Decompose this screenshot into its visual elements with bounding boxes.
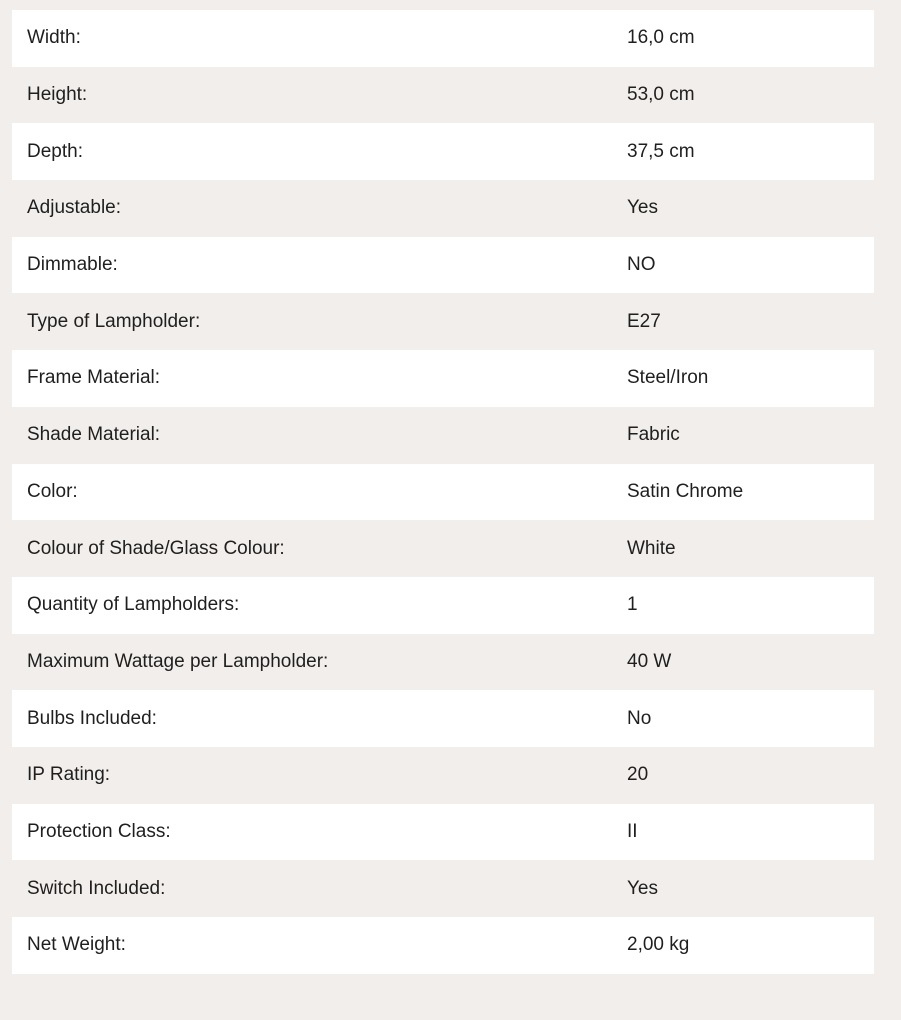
spec-row-width [12, 10, 874, 67]
spec-label: Quantity of Lampholders: [27, 594, 240, 616]
spec-row-adjustable [12, 180, 874, 237]
spec-label: Dimmable: [27, 254, 118, 276]
spec-label: Switch Included: [27, 877, 166, 899]
spec-row-max-wattage [12, 634, 874, 691]
spec-label: Shade Material: [27, 424, 161, 446]
spec-row-shade-material [12, 407, 874, 464]
spec-value: 37,5 cm [627, 140, 695, 162]
spec-value: Fabric [627, 424, 680, 446]
spec-row-shade-colour [12, 520, 874, 577]
spec-value: 40 W [627, 650, 672, 672]
spec-label: Net Weight: [27, 934, 126, 956]
spec-row-net-weight [12, 917, 874, 974]
spec-label: IP Rating: [27, 764, 111, 786]
spec-value: II [627, 820, 638, 842]
spec-value: 1 [627, 594, 638, 616]
spec-row-switch-included [12, 860, 874, 917]
spec-value: 20 [627, 764, 649, 786]
spec-row-color [12, 464, 874, 521]
spec-row-frame-material [12, 350, 874, 407]
spec-row-protection-class [12, 804, 874, 861]
spec-label: Maximum Wattage per Lampholder: [27, 650, 329, 672]
spec-row-dimmable [12, 237, 874, 294]
spec-row-lampholder-type [12, 293, 874, 350]
spec-label: Protection Class: [27, 820, 171, 842]
spec-label: Type of Lampholder: [27, 310, 201, 332]
spec-row-lampholder-quantity [12, 577, 874, 634]
spec-label: Depth: [27, 140, 83, 162]
spec-value: Steel/Iron [627, 367, 709, 389]
specification-table [12, 10, 874, 974]
spec-label: Height: [27, 84, 88, 106]
spec-label: Color: [27, 480, 78, 502]
spec-value: 16,0 cm [627, 27, 695, 49]
spec-row-height [12, 67, 874, 124]
spec-label: Width: [27, 27, 81, 49]
spec-row-ip-rating [12, 747, 874, 804]
spec-value: Yes [627, 877, 658, 899]
spec-label: Adjustable: [27, 197, 122, 219]
spec-label: Colour of Shade/Glass Colour: [27, 537, 285, 559]
spec-value: No [627, 707, 652, 729]
spec-value: 53,0 cm [627, 84, 695, 106]
spec-row-bulbs-included [12, 690, 874, 747]
spec-row-depth [12, 123, 874, 180]
spec-value: Yes [627, 197, 658, 219]
spec-label: Frame Material: [27, 367, 161, 389]
spec-value: White [627, 537, 676, 559]
spec-value: 2,00 kg [627, 934, 690, 956]
spec-value: NO [627, 254, 656, 276]
spec-value: Satin Chrome [627, 480, 744, 502]
spec-value: E27 [627, 310, 661, 332]
spec-label: Bulbs Included: [27, 707, 157, 729]
